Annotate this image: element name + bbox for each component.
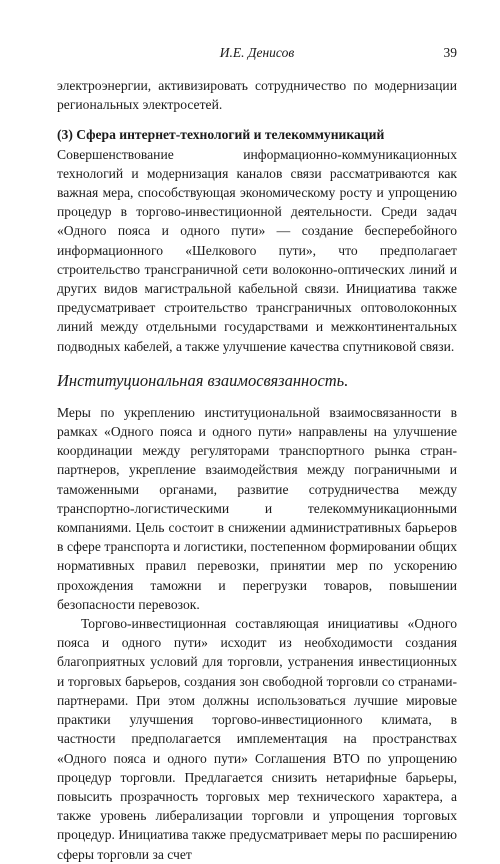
paragraph-institutional: Меры по укреплению институциональной взаимосвязанности в рамках «Одного пояса и одного пути» направлены на улучшение координации между регуляторами транспортного рынка стран-партнеров, укрепление взаимодействия между пограничными и таможенными органами, развитие сотрудничества между транспортно-логистическими и телекоммуникационными компаниями. Цель состоит в снижении административных барьеров в сфере транспорта и логистики, постепенном формировании общих нормативных правил перевозки, принятии мер по ускорению прохождения таможни и перегрузки товаров, повышении безопасности перевозок. (57, 404, 457, 612)
paragraph-trade-investment: Торгово-инвестиционная составляющая инициативы «Одного пояса и одного пути» исходит из необходимости создания благоприятных условий для торговли, устранения инвестиционных и торговых барьеров, создания зон свободной торговли со странами-партнерами. При этом должны использоваться лучшие мировые практики улучшения торгово-инвестиционного климата, в частности предполагается имплементация на пространствах «Одного пояса и одного пути» Соглашения ВТО по упрощению процедур торговли. Предлагается снизить нетарифные барьеры, повысить прозрачность торговых мер технического характера, а также уровень либерализации торговли и упрощения торговых процедур. Инициатива также предусматривает меры по расширению сферы торговли за счет (57, 616, 457, 862)
running-head-author: И.Е. Денисов (219, 45, 295, 60)
subsection-heading: Институциональная взаимосвязанность. (57, 370, 349, 390)
section-heading: (3) Сфера интернет-технологий и телекоммуникаций (57, 127, 385, 143)
paragraph-telecom: Совершенствование информационно-коммуникационных технологий и модернизация каналов связи рассматриваются как важная мера, способствующая экономическому росту и упрощению процедур в торгово-инвестиционной деятельности. Среди задач «Одного пояса и одного пути» — создание бесперебойного информационного «Шелкового пути», что предполагает строительство трансграничной сети волоконно-оптических линий и других видов магистральной кабельной связи. Инициатива также предусматривает строительство трансграничных оптоволоконных линий между отдельными государствами и межконтинентальных подводных кабелей, а также улучшение качества спутниковой связи. (57, 146, 457, 354)
page-number: 39 (443, 45, 457, 60)
page-body (57, 76, 457, 864)
paragraph-continuation: электроэнергии, активизировать сотрудничество по модернизации региональных электросетей. (57, 78, 457, 113)
running-header (57, 43, 457, 63)
